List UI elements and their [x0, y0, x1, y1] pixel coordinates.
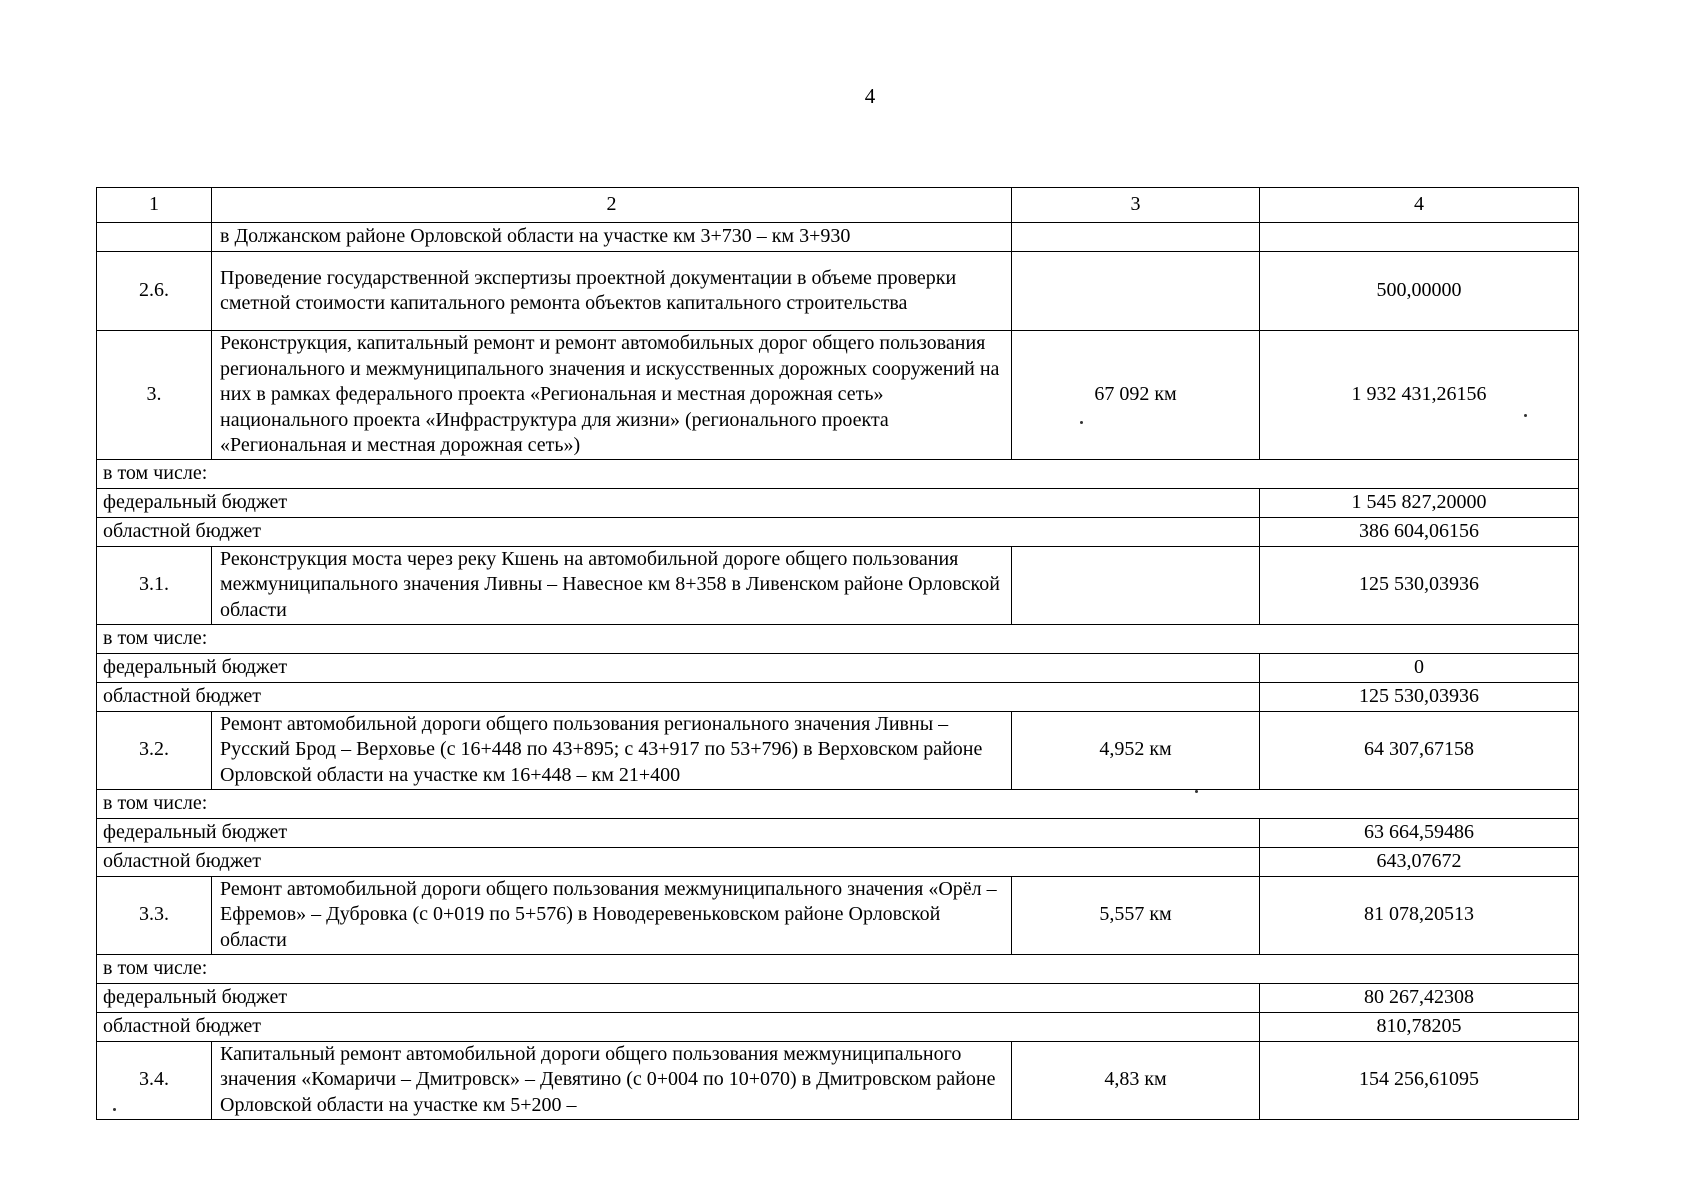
including-label: в том числе:	[97, 624, 1579, 653]
row-description: Проведение государственной экспертизы проектной документации в объеме проверки сметной стоимости капитального ремонта объектов капитального строительства	[212, 252, 1012, 331]
budget-label: федеральный бюджет	[97, 983, 1260, 1012]
federal-budget-row	[97, 653, 1579, 682]
budget-label: федеральный бюджет	[97, 653, 1260, 682]
column-header: 1	[97, 188, 212, 223]
federal-budget-row	[97, 983, 1579, 1012]
row-amount	[1260, 223, 1579, 252]
including-row	[97, 954, 1579, 983]
row-quantity: 4,83 км	[1012, 1041, 1260, 1119]
budget-label: областной бюджет	[97, 682, 1260, 711]
row-description: Капитальный ремонт автомобильной дороги общего пользования межмуниципального значения «Комаричи – Дмитровск» – Девятино (с 0+004 по 10+070) в Дмитровском районе Орловской области на участке км 5+200 –	[212, 1041, 1012, 1119]
budget-label: областной бюджет	[97, 517, 1260, 546]
row-quantity: 67 092 км	[1012, 331, 1260, 460]
budget-label: областной бюджет	[97, 1012, 1260, 1041]
budget-amount: 63 664,59486	[1260, 818, 1579, 847]
row-number: 3.	[97, 331, 212, 460]
table-row	[97, 876, 1579, 954]
budget-amount: 643,07672	[1260, 847, 1579, 876]
budget-label: областной бюджет	[97, 847, 1260, 876]
row-amount: 154 256,61095	[1260, 1041, 1579, 1119]
row-amount: 81 078,20513	[1260, 876, 1579, 954]
table-row	[97, 331, 1579, 460]
budget-amount: 1 545 827,20000	[1260, 488, 1579, 517]
row-number: 3.4.	[97, 1041, 212, 1119]
row-quantity: 5,557 км	[1012, 876, 1260, 954]
row-quantity	[1012, 546, 1260, 624]
budget-amount: 0	[1260, 653, 1579, 682]
regional-budget-row	[97, 847, 1579, 876]
regional-budget-row	[97, 517, 1579, 546]
budget-amount: 386 604,06156	[1260, 517, 1579, 546]
budget-table	[96, 187, 1579, 1120]
regional-budget-row	[97, 1012, 1579, 1041]
scan-speck	[1524, 414, 1527, 417]
row-quantity: 4,952 км	[1012, 711, 1260, 789]
federal-budget-row	[97, 488, 1579, 517]
row-description: Ремонт автомобильной дороги общего пользования межмуниципального значения «Орёл – Ефремов» – Дубровка (с 0+019 по 5+576) в Новодеревеньковском районе Орловской области	[212, 876, 1012, 954]
row-quantity	[1012, 223, 1260, 252]
row-description: Ремонт автомобильной дороги общего пользования регионального значения Ливны – Русский Брод – Верховье (с 16+448 по 43+895; с 43+917 по 53+796) в Верховском районе Орловской области на участке км 16+448 – км 21+400	[212, 711, 1012, 789]
column-header: 3	[1012, 188, 1260, 223]
regional-budget-row	[97, 682, 1579, 711]
row-amount: 500,00000	[1260, 252, 1579, 331]
row-number: 3.3.	[97, 876, 212, 954]
table-row	[97, 546, 1579, 624]
scan-speck	[113, 1108, 116, 1111]
budget-amount: 125 530,03936	[1260, 682, 1579, 711]
page-number: 4	[864, 84, 876, 108]
column-header: 2	[212, 188, 1012, 223]
including-row	[97, 459, 1579, 488]
row-number: 2.6.	[97, 252, 212, 331]
including-row	[97, 789, 1579, 818]
including-label: в том числе:	[97, 459, 1579, 488]
budget-amount: 80 267,42308	[1260, 983, 1579, 1012]
row-number: 3.1.	[97, 546, 212, 624]
scan-speck	[1080, 421, 1083, 424]
table-row	[97, 1041, 1579, 1119]
including-label: в том числе:	[97, 789, 1579, 818]
scan-speck	[1195, 790, 1198, 793]
including-label: в том числе:	[97, 954, 1579, 983]
table-row	[97, 711, 1579, 789]
including-row	[97, 624, 1579, 653]
federal-budget-row	[97, 818, 1579, 847]
table-header-row	[97, 188, 1579, 223]
row-amount: 125 530,03936	[1260, 546, 1579, 624]
row-amount: 64 307,67158	[1260, 711, 1579, 789]
table-row	[97, 252, 1579, 331]
row-quantity	[1012, 252, 1260, 331]
column-header: 4	[1260, 188, 1579, 223]
row-number: 3.2.	[97, 711, 212, 789]
row-description: в Должанском районе Орловской области на участке км 3+730 – км 3+930	[212, 223, 1012, 252]
table-row	[97, 223, 1579, 252]
budget-label: федеральный бюджет	[97, 818, 1260, 847]
row-number	[97, 223, 212, 252]
budget-label: федеральный бюджет	[97, 488, 1260, 517]
row-amount: 1 932 431,26156	[1260, 331, 1579, 460]
budget-amount: 810,78205	[1260, 1012, 1579, 1041]
row-description: Реконструкция, капитальный ремонт и ремонт автомобильных дорог общего пользования регионального и межмуниципального значения и искусственных дорожных сооружений на них в рамках федерального проекта «Региональная и местная дорожная сеть» национального проекта «Инфраструктура для жизни» (регионального проекта «Региональная и местная дорожная сеть»)	[212, 331, 1012, 460]
row-description: Реконструкция моста через реку Кшень на автомобильной дороге общего пользования межмуниципального значения Ливны – Навесное км 8+358 в Ливенском районе Орловской области	[212, 546, 1012, 624]
